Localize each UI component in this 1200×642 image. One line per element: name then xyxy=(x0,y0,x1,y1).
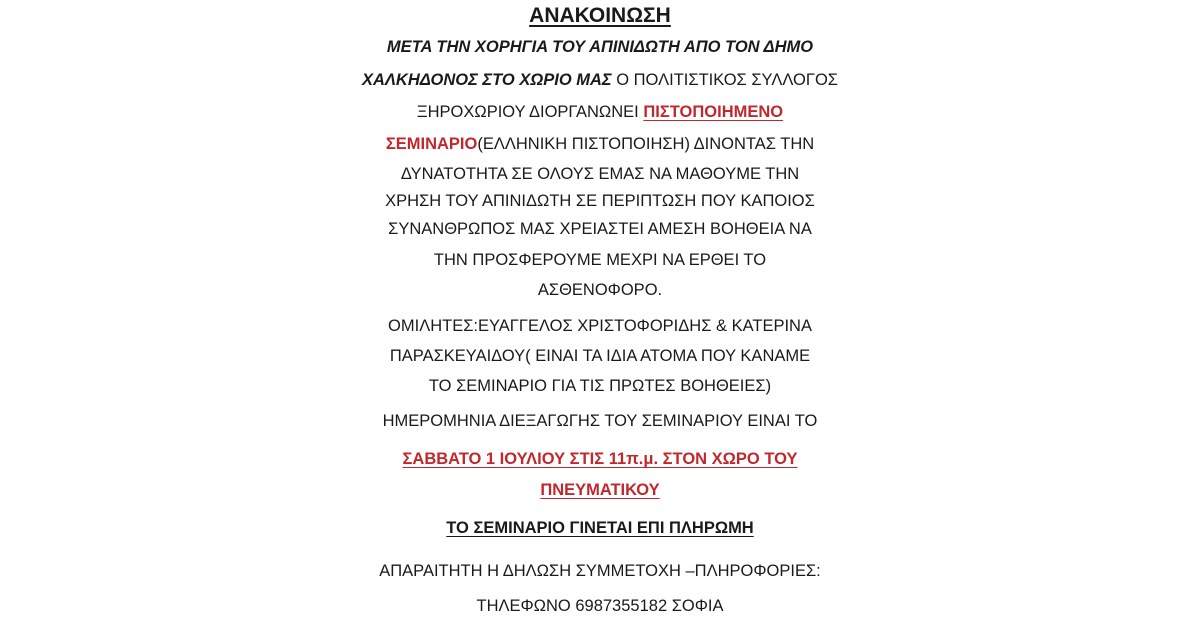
certified-highlight: ΠΙΣΤΟΠΟΙΗΜΕΝΟ xyxy=(643,103,784,121)
intro-line-2 xyxy=(300,70,900,90)
body-line-6: ΧΡΗΣΗ ΤΟΥ ΑΠΙΝΙΔΩΤΗ ΣΕ ΠΕΡΙΠΤΩΣΗ ΠΟΥ ΚΑΠΟΙΟΣ xyxy=(385,192,815,210)
intro-line-2-rest: Ο ΠΟΛΙΤΙΣΤΙΚΟΣ ΣΥΛΛΟΓΟΣ xyxy=(611,71,838,89)
date-line-1: ΣΑΒΒΑΤΟ 1 ΙΟΥΛΙΟΥ ΣΤΙΣ 11π.μ. ΣΤΟΝ ΧΩΡΟ ΤΟΥ xyxy=(402,450,798,468)
body-line-3-text: ΞΗΡΟΧΩΡΙΟΥ ΔΙΟΡΓΑΝΩΝΕΙ xyxy=(416,103,644,121)
registration-notice: ΑΠΑΡΑΙΤΗΤΗ Η ΔΗΛΩΣΗ ΣΥΜΜΕΤΟΧΗ –ΠΛΗΡΟΦΟΡΙΕΣ: xyxy=(379,562,821,580)
body-line-7: ΣΥΝΑΝΘΡΩΠΟΣ ΜΑΣ ΧΡΕΙΑΣΤΕΙ ΑΜΕΣΗ ΒΟΗΘΕΙΑ ΝΑ xyxy=(388,220,812,238)
contact-phone: ΤΗΛΕΦΩΝΟ 6987355182 ΣΟΦΙΑ xyxy=(476,597,724,615)
intro-line-1: ΜΕΤΑ ΤΗΝ ΧΟΡΗΓΙΑ ΤΟΥ ΑΠΙΝΙΔΩΤΗ ΑΠΟ ΤΟΝ ΔΗΜΟ xyxy=(386,38,814,56)
date-intro: ΗΜΕΡΟΜΗΝΙΑ ΔΙΕΞΑΓΩΓΗΣ ΤΟΥ ΣΕΜΙΝΑΡΙΟΥ ΕΙΝΑΙ ΤΟ xyxy=(382,412,818,430)
speakers-line-1: ΟΜΙΛΗΤΕΣ:ΕΥΑΓΓΕΛΟΣ ΧΡΙΣΤΟΦΟΡΙΔΗΣ & ΚΑΤΕΡΙΝΑ xyxy=(388,317,812,335)
payment-notice: ΤΟ ΣΕΜΙΝΑΡΙΟ ΓΙΝΕΤΑΙ ΕΠΙ ΠΛΗΡΩΜΗ xyxy=(446,519,754,537)
body-line-9: ΑΣΘΕΝΟΦΟΡΟ. xyxy=(537,281,663,299)
body-line-4-text: (ΕΛΛΗΝΙΚΗ ΠΙΣΤΟΠΟΙΗΣΗ) ΔΙΝΟΝΤΑΣ ΤΗΝ xyxy=(477,135,815,153)
body-line-5: ΔΥΝΑΤΟΤΗΤΑ ΣΕ ΟΛΟΥΣ ΕΜΑΣ ΝΑ ΜΑΘΟΥΜΕ ΤΗΝ xyxy=(400,165,800,183)
seminar-highlight: ΣΕΜΙΝΑΡΙΟ xyxy=(385,135,478,153)
speakers-line-3: ΤΟ ΣΕΜΙΝΑΡΙΟ ΓΙΑ ΤΙΣ ΠΡΩΤΕΣ ΒΟΗΘΕΙΕΣ) xyxy=(428,377,772,395)
intro-line-2-bold: ΧΑΛΚΗΔΟΝΟΣ ΣΤΟ ΧΩΡΙΟ ΜΑΣ xyxy=(362,71,612,89)
speakers-line-2: ΠΑΡΑΣΚΕΥΑΙΔΟΥ( ΕΙΝΑΙ ΤΑ ΙΔΙΑ ΑΤΟΜΑ ΠΟΥ ΚΑΝΑΜΕ xyxy=(389,347,811,365)
date-line-2: ΠΝΕΥΜΑΤΙΚΟΥ xyxy=(540,481,660,499)
body-line-8: ΤΗΝ ΠΡΟΣΦΕΡΟΥΜΕ ΜΕΧΡΙ ΝΑ ΕΡΘΕΙ ΤΟ xyxy=(433,251,767,269)
body-line-4 xyxy=(300,134,900,154)
announcement-title: ΑΝΑΚΟΙΝΩΣΗ xyxy=(529,4,671,27)
body-line-3 xyxy=(300,102,900,122)
